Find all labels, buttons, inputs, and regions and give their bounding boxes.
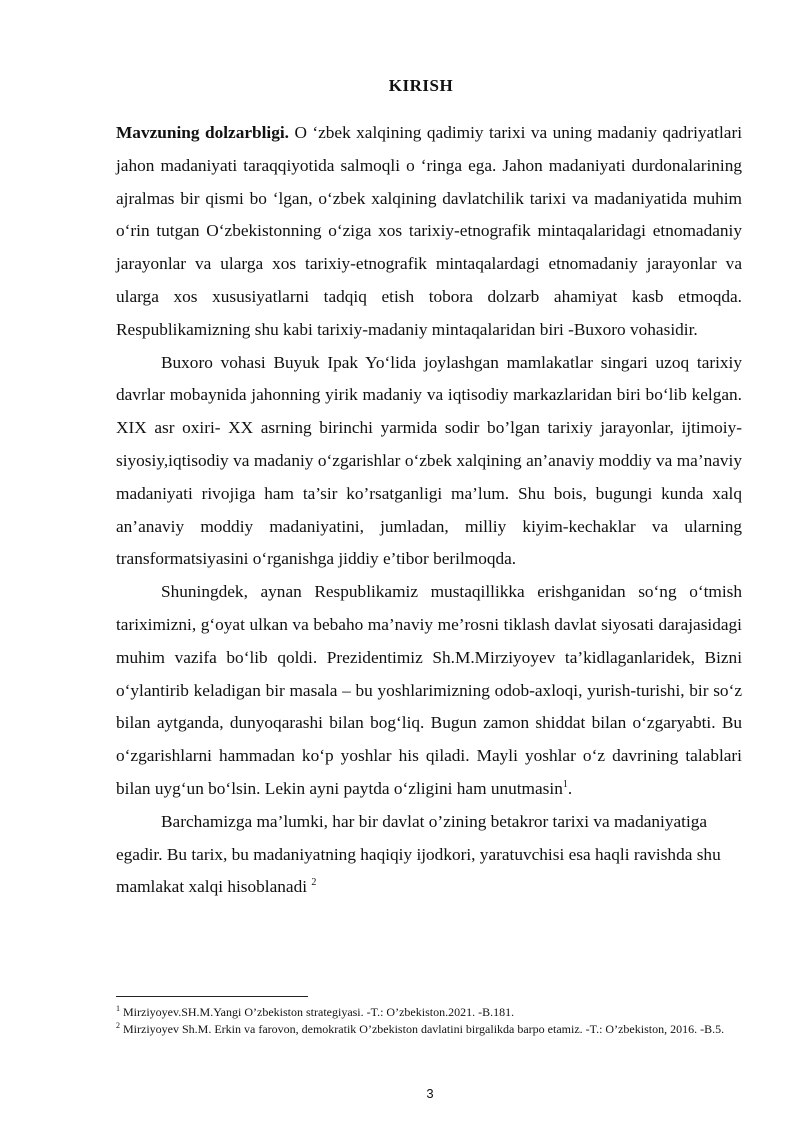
paragraph-history [116,806,742,904]
paragraph-independence [116,576,742,806]
footnote-text: Mirziyoyev.SH.M.Yangi O’zbekiston strategiyasi. -T.: O’zbekiston.2021. -B.181. [120,1005,515,1019]
paragraph-text-end: . [567,778,573,798]
footnote-divider [116,996,308,997]
lead-heading: Mavzuning dolzarbligi. [116,123,289,142]
paragraph-text: Shuningdek, aynan Respublikamiz mustaqillikka erishganidan so‘ng o‘tmish tariximizni, g‘oyat ulkan va bebaho ma’naviy me’rosni tiklash davlat siyosati darajasidagi muhim vazifa bo‘lib qoldi. Prezidentimiz Sh.M.Mirziyoyev ta’kidlaganlaridek, Bizni o‘ylantirib keladigan bir masala – bu yoshlarimizning odob-axloqi, yurish-turishi, bir so‘z bilan aytganda, dunyoqarashi bilan bog‘liq. Bugun zamon shiddat bilan o‘zgaryabti. Bu o‘zgarishlarni hammadan ko‘p yoshlar his qiladi. Mayli yoshlar o‘z davrining talablari bilan uyg‘un bo‘lsin. Lekin ayni paytda o‘zligini ham unutmasin [116,582,742,798]
footnote-ref-1[interactable]: 1 [562,779,568,791]
footnotes [116,1004,742,1038]
paragraph-bukhara [116,347,742,577]
footnote-text: Mirziyoyev Sh.M. Erkin va farovon, demokratik O’zbekiston davlatini birgalikda barpo etamiz. -T.: O’zbekiston, 2016. -B.5. [120,1022,725,1036]
paragraph-text: Buxoro vohasi Buyuk Ipak Yo‘lida joylashgan mamlakatlar singari uzoq tarixiy davrlar mobaynida jahonning yirik madaniy va iqtisodiy markazlaridan biri bo‘lib kelgan. XIX asr oxiri- XX asrning birinchi yarmida sodir bo’lgan tarixiy jarayonlar, ijtimoiy-siyosiy,iqtisodiy va madaniy o‘zgarishlar o‘zbek xalqining an’anaviy moddiy va ma’naviy madaniyati rivojiga ham ta’sir ko’rsatganligi ma’lum. Shu bois, bugungi kunda xalq an’anaviy moddiy madaniyatini, jumladan, milliy kiyim-kechaklar va ularning transformatsiyasini o‘rganishga jiddiy e’tibor berilmoqda. [116,352,742,569]
paragraph-relevance [116,117,742,347]
main-text [116,117,742,904]
footnote-2 [116,1021,742,1038]
footnote-ref-2[interactable]: 2 [311,877,317,889]
paragraph-text: Barchamizga ma’lumki, har bir davlat o’zining betakror tarixi va madaniyatiga egadir. Bu tarix, bu madaniyatning haqiqiy ijodkori, yaratuvchisi esa haqli ravishda shu mamlakat xalqi hisoblanadi [116,811,721,897]
page-number: 3 [426,1086,434,1101]
footnote-marker: 2 [116,1021,120,1030]
footnote-1 [116,1004,742,1021]
footnote-marker: 1 [116,1004,120,1013]
paragraph-text: O ‘zbek xalqining qadimiy tarixi va uning madaniy qadriyatlari jahon madaniyati taraqqiyotida salmoqli o ‘ringa ega. Jahon madaniyati durdonalarining ajralmas bir qismi bo ‘lgan, o‘zbek xalqining davlatchilik tarixi va madaniyatida muhim o‘rin tutgan O‘zbekistonning o‘ziga xos tarixiy-etnografik mintaqalaridagi etnomadaniy jarayonlar va ularga xos tarixiy-etnografik mintaqalardagi etnomadaniy jarayonlar va ularga xos xususiyatlarni tadqiq etish tobora dolzarb ahamiyat kasb etmoqda. Respublikamizning shu kabi tarixiy-madaniy mintaqalaridan biri -Buxoro vohasidir. [116,123,743,339]
page-title: KIRISH [388,76,454,95]
